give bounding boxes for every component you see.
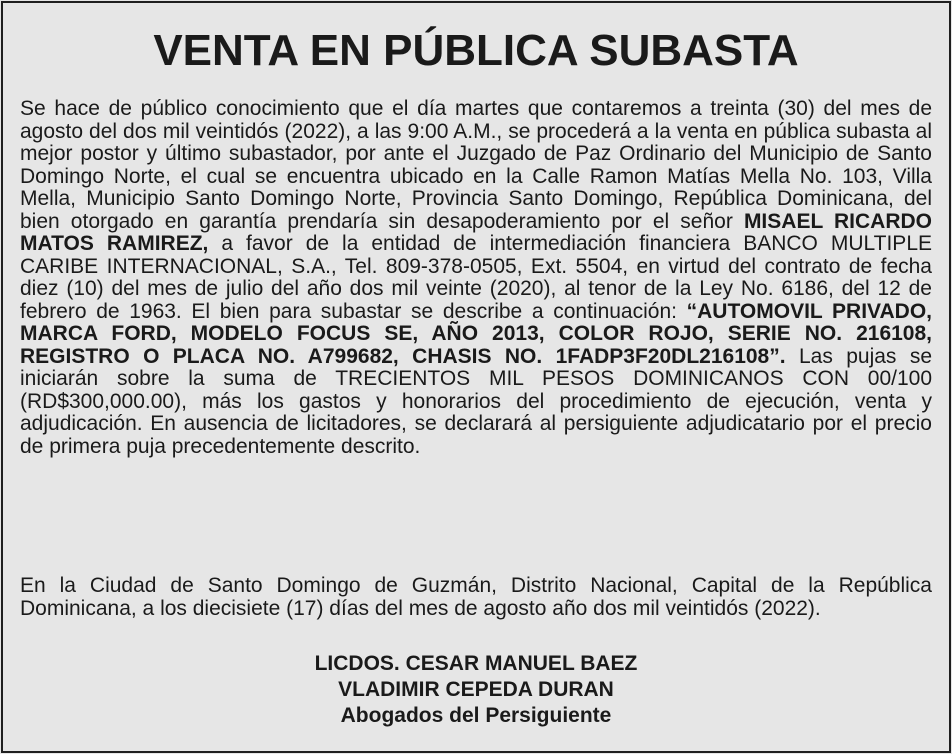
debtor-name: MISAEL RICARDO MATOS RAMIREZ, (20, 209, 932, 255)
body-text-part3: Las pujas se iniciarán sobre la suma de TRECIENTOS MIL PESOS DOMINICANOS CON 00/100 (RD$300,000.00), más los gastos y honorarios del procedimiento de ejecución, venta y adjudicación. En ausencia de licitadores, se declarará al persiguiente adjudicatario por el precio de primera puja precedentemente descrito. (20, 344, 932, 458)
signature-line-1: LICDOS. CESAR MANUEL BAEZ (314, 652, 638, 675)
legal-notice (1, 1, 951, 753)
body-text-part2: a favor de la entidad de intermediación financiera BANCO MULTIPLE CARIBE INTERNACIONAL, S.A., Tel. 809-378-0505, Ext. 5504, en virtud del contrato de fecha diez (10) del mes de julio del año dos mil veinte (2020), al tenor de la Ley No. 6186, del 12 de febrero de 1963. El bien para subastar se describe a continuación: (20, 232, 933, 323)
signature-block (3, 651, 949, 729)
signature-line-2: VLADIMIR CEPEDA DURAN (338, 678, 614, 701)
vehicle-description: “AUTOMOVIL PRIVADO, MARCA FORD, MODELO FOCUS SE, AÑO 2013, COLOR ROJO, SERIE NO. 216108, REGISTRO O PLACA NO. A799682, CHASIS NO. 1FADP3F20DL216108”. (20, 299, 932, 368)
body-text-part1: Se hace de público conocimiento que el día martes que contaremos a treinta (30) del mes de agosto del dos mil veintidós (2022), a las 9:00 A.M., se procederá a la venta en pública subasta al mejor postor y último subastador, por ante el Juzgado de Paz Ordinario del Municipio de Santo Domingo Norte, el cual se encuentra ubicado en la Calle Ramon Matías Mella No. 103, Villa Mella, Municipio Santo Domingo Norte, Provincia Santo Domingo, República Dominicana, del bien otorgado en garantía prendaría sin desapoderamiento por el señor (20, 97, 932, 233)
notice-title: VENTA EN PÚBLICA SUBASTA (153, 26, 799, 75)
notice-body-paragraph (20, 98, 932, 458)
notice-closing-paragraph: En la Ciudad de Santo Domingo de Guzmán, Distrito Nacional, Capital de la República Dominicana, a los diecisiete (17) días del mes de agosto año dos mil veintidós (2022). (20, 574, 932, 620)
signature-line-3: Abogados del Persiguiente (340, 704, 612, 727)
